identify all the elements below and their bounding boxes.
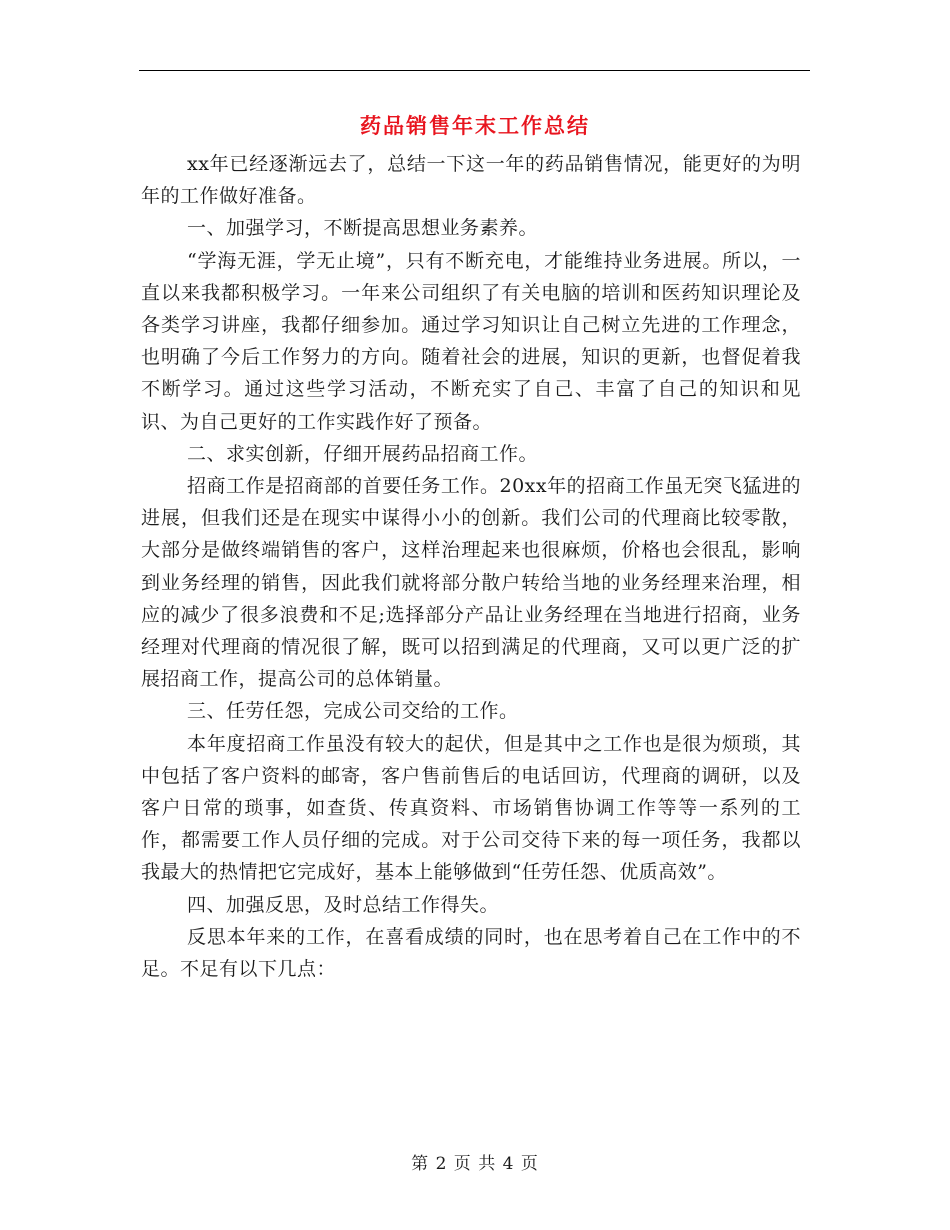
section-heading-2: 二、求实创新，仔细开展药品招商工作。 <box>187 442 539 465</box>
section-paragraph-1: “学海无涯，学无止境”，只有不断充电，才能维持业务进展。所以，一直以来我都积极学习。一年来公司组织了有关电脑的培训和医药知识理论及各类学习讲座，我都仔细参加。通过学习知识让自己树立先进的工作理念，也明确了今后工作努力的方向。随着社会的进展，知识的更新，也督促着我不断学习。通过这些学习活动，不断充实了自己、丰富了自己的知识和见识、为自己更好的工作实践作好了预备。 <box>141 249 801 433</box>
section-heading-4: 四、加强反思，及时总结工作得失。 <box>187 893 500 916</box>
section-heading-1: 一、加强学习，不断提高思想业务素养。 <box>187 217 539 240</box>
section-paragraph-4: 反思本年来的工作，在喜看成绩的同时，也在思考着自己在工作中的不足。不足有以下几点： <box>141 925 801 981</box>
section-paragraph-2: 招商工作是招商部的首要任务工作。20xx年的招商工作虽无突飞猛进的进展，但我们还是在现实中谋得小小的创新。我们公司的代理商比较零散，大部分是做终端销售的客户，这样治理起来也很麻烦，价格也会很乱，影响到业务经理的销售，因此我们就将部分散户转给当地的业务经理来治理，相应的减少了很多浪费和不足;选择部分产品让业务经理在当地进行招商，业务经理对代理商的情况很了解，既可以招到满足的代理商，又可以更广泛的扩展招商工作，提高公司的总体销量。 <box>141 475 801 691</box>
intro-paragraph: xx年已经逐渐远去了，总结一下这一年的药品销售情况，能更好的为明年的工作做好准备。 <box>141 153 801 208</box>
section-paragraph-3: 本年度招商工作虽没有较大的起伏，但是其中之工作也是很为烦琐，其中包括了客户资料的邮寄，客户售前售后的电话回访，代理商的调研，以及客户日常的琐事，如查货、传真资料、市场销售协调工作等等一系列的工作，都需要工作人员仔细的完成。对于公司交待下来的每一项任务，我都以我最大的热情把它完成好，基本上能够做到“任劳任怨、优质高效”。 <box>141 732 801 884</box>
document-title: 药品销售年末工作总结 <box>360 113 590 138</box>
page-number: 第 2 页 共 4 页 <box>411 1154 539 1174</box>
document-body <box>141 148 801 985</box>
section-heading-3: 三、任劳任怨，完成公司交给的工作。 <box>187 700 519 723</box>
header-rule <box>139 70 810 71</box>
